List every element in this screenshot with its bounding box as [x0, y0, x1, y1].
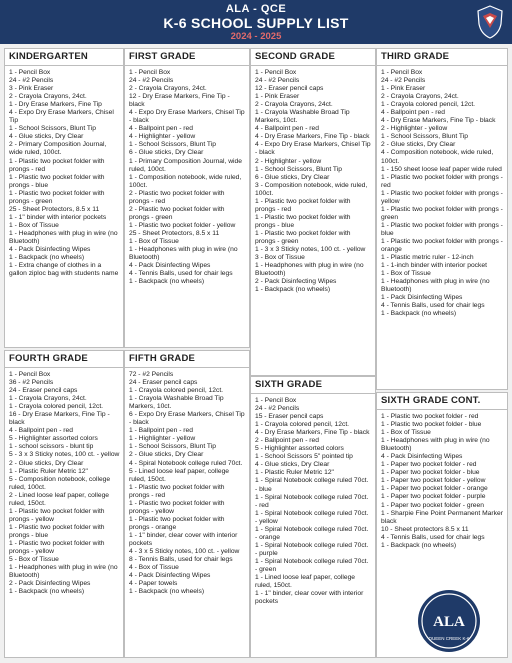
supply-list: [5, 66, 123, 278]
shield-crest-icon: [475, 4, 505, 40]
list-item: 1 - Primary Composition Journal, wide ruled, 100ct.: [129, 157, 242, 173]
list-item: 1 - Backpack (no wheels): [381, 310, 457, 318]
list-item: 4 - Pack Disinfecting Wipes: [381, 453, 463, 461]
list-item: 2 - Crayola Crayons, 24ct.: [9, 93, 87, 101]
list-item: 1 - Sharpie Fine Point Permanent Marker black: [381, 509, 503, 525]
list-item: 1 - Crayola colored pencil, 12ct.: [381, 101, 476, 109]
list-item: 1 - Paper two pocket folder - blue: [381, 469, 480, 477]
list-item: 1 - Extra change of clothes in a gallon ziploc bag with students name: [9, 262, 119, 278]
list-item: 1 - Paper two pocket folder - green: [381, 501, 484, 509]
list-item: 1 - Ballpoint pen - red: [129, 427, 193, 435]
list-item: 1 - Crayola colored pencil, 12ct.: [255, 421, 350, 429]
list-item: 1 - Spiral Notebook college ruled 70ct. - yellow: [255, 509, 369, 525]
list-item: 1 - Spiral Notebook college ruled 70ct. - green: [255, 557, 369, 573]
seal-text: ALA: [433, 614, 465, 630]
third-grade-section: [376, 48, 508, 390]
list-item: 4 - Spiral Notebook college ruled 70ct.: [129, 459, 243, 467]
list-item: 4 - Pack Disinfecting Wipes: [129, 572, 211, 580]
list-item: 4 - Dry Erase Markers, Fine Tip - black: [255, 429, 370, 437]
list-item: 1 - Pencil Box: [9, 371, 51, 378]
list-item: 1 - Pink Eraser: [381, 85, 426, 93]
list-item: 1 - Backpack (no wheels): [255, 286, 331, 294]
list-item: 1 - Box of Tissue: [9, 221, 59, 229]
section-title: FOURTH GRADE: [5, 351, 123, 368]
list-item: 4 - Ballpoint pen - red: [255, 125, 319, 133]
list-item: 1 - Headphones with plug in wire (no Bluetooth): [381, 278, 490, 294]
list-item: 2 - Pack Disinfecting Wipes: [9, 580, 91, 588]
list-item: 1 - Plastic two pocket folder with prongs - red: [381, 173, 503, 189]
list-item: 15 - Eraser pencil caps: [255, 413, 324, 421]
list-item: 4 - Dry Erase Markers, Fine Tip - black: [381, 117, 496, 125]
list-item: 4 - Paper towels: [129, 580, 178, 588]
list-item: 1 - Plastic two pocket folder - blue: [381, 421, 482, 429]
list-item: 2 - Ballpoint pen - red: [255, 437, 319, 445]
list-item: 2 - Crayola Crayons, 24ct.: [255, 101, 333, 109]
section-title: THIRD GRADE: [377, 49, 507, 66]
list-item: 1 - Plastic two pocket folder with prongs - yellow: [381, 189, 503, 205]
list-item: 2 - Plastic two pocket folder with prongs - red: [129, 189, 225, 205]
list-item: 1 - Paper two pocket folder - purple: [381, 493, 486, 501]
list-item: 1 - 1-inch binder with interior pocket: [381, 262, 487, 270]
list-item: 12 - Dry Erase Markers, Fine Tip - black: [129, 93, 230, 109]
list-item: 1 - School Scissors, Blunt Tip: [9, 125, 96, 133]
list-item: 1 - 1" binder, clear cover with interior pockets: [255, 590, 364, 606]
list-item: 1 - 3 x 3 Sticky notes, 100 ct. - yellow: [255, 246, 366, 254]
list-item: 1 - Backpack (no wheels): [381, 541, 457, 549]
supply-list: [125, 368, 249, 596]
list-item: 2 - Plastic two pocket folder with prongs - green: [129, 205, 225, 221]
list-item: 1 - Plastic two pocket folder with prongs - orange: [129, 515, 225, 531]
first-grade-section: [124, 48, 250, 348]
list-item: 1 - Pencil Box: [255, 397, 297, 404]
list-item: 4 - Dry Erase Markers, Fine Tip - black: [255, 133, 370, 141]
list-item: 2 - Highlighter - yellow: [255, 157, 322, 165]
list-item: 2 - Highlighter - yellow: [381, 125, 448, 133]
list-item: 24 - Eraser pencil caps: [9, 387, 78, 395]
list-item: 4 - Highlighter - yellow: [129, 133, 196, 141]
list-item: 1 - Pencil Box: [9, 69, 51, 76]
list-item: 1 - Plastic two pocket folder with prongs - red: [9, 157, 105, 173]
list-item: 2 - Pack Disinfecting Wipes: [255, 278, 337, 286]
list-item: 2 - Lined loose leaf paper, college ruled, 150ct.: [9, 491, 110, 507]
list-item: 1 - Plastic Ruler Metric 12": [255, 469, 334, 477]
list-item: 4 - Expo Dry Erase Markers, Chisel Tip - black: [255, 141, 371, 157]
list-item: 72 - #2 Pencils: [129, 371, 174, 378]
list-item: 24 - #2 Pencils: [255, 405, 300, 413]
list-item: 1 - School Scissors, Blunt Tip: [255, 165, 342, 173]
list-item: 16 - Dry Erase Markers, Fine Tip - black: [9, 411, 110, 427]
seal-subtext: QUEEN CREEK K-6: [428, 636, 470, 641]
list-item: 1 - Composition notebook, wide ruled, 100ct.: [129, 173, 242, 189]
list-item: 2 - Primary Composition Journal, wide ruled, 100ct.: [9, 141, 107, 157]
list-item: 3 - Box of Tissue: [255, 254, 305, 262]
list-item: 1 - Pink Eraser: [255, 93, 300, 101]
list-item: 5 - Box of Tissue: [9, 556, 59, 564]
fifth-grade-section: [124, 350, 250, 658]
list-item: 1 - Pencil Box: [129, 69, 171, 76]
list-item: 4 - Ballpoint pen - red: [9, 427, 73, 435]
list-item: 1 - Headphones with plug in wire (no Bluetooth): [9, 229, 118, 245]
list-item: 25 - Sheet Protectors, 8.5 x 11: [9, 205, 100, 213]
list-item: 24 - #2 Pencils: [255, 77, 300, 85]
school-name: ALA - QCE: [225, 3, 287, 15]
list-item: 1 - Lined loose leaf paper, college ruled, 150ct.: [255, 574, 356, 590]
sixth-grade-section: [250, 376, 376, 658]
list-item: 1 - Headphones with plug in wire (no Bluetooth): [129, 246, 238, 262]
list-item: 24 - #2 Pencils: [381, 77, 426, 85]
list-item: 1 - School Scissors, Blunt Tip: [129, 141, 216, 149]
list-item: 6 - Glue sticks, Dry Clear: [255, 173, 330, 181]
list-item: 1 - 1" binder, clear cover with interior pockets: [129, 531, 238, 547]
list-item: 3 - Pink Eraser: [9, 85, 54, 93]
list-item: 1 - Plastic two pocket folder with prongs - blue: [9, 173, 105, 189]
list-item: 2 - Glue sticks, Dry Clear: [9, 459, 84, 467]
list-item: 1 - 150 sheet loose leaf paper wide ruled: [381, 165, 502, 173]
list-item: 4 - Expo Dry Erase Markers, Chisel Tip: [9, 109, 114, 125]
list-item: 1 - Plastic two pocket folder with prongs - yellow: [9, 507, 105, 523]
list-item: 1 - Paper two pocket folder - red: [381, 461, 477, 469]
list-item: 1 - Pack Disinfecting Wipes: [381, 294, 463, 302]
list-item: 5 - Highlighter assorted colors: [255, 445, 344, 453]
list-item: 2 - Glue sticks, Dry Clear: [129, 451, 204, 459]
list-item: 1 - Crayola colored pencil, 12ct.: [129, 387, 224, 395]
section-title: FIFTH GRADE: [125, 351, 249, 368]
list-item: 8 - Tennis Balls, used for chair legs: [129, 556, 233, 564]
list-item: 2 - Glue sticks, Dry Clear: [381, 141, 456, 149]
supply-list: [251, 394, 375, 606]
list-item: 1 - Spiral Notebook college ruled 70ct. - orange: [255, 525, 369, 541]
list-item: 4 - Composition notebook, wide ruled, 100ct.: [381, 149, 494, 165]
list-item: 2 - Crayola Crayons, 24ct.: [129, 85, 207, 93]
list-item: 4 - Glue sticks, Dry Clear: [255, 461, 330, 469]
list-item: 1 - Headphones with plug in wire (no Bluetooth): [9, 564, 118, 580]
list-item: 4 - Pack Disinfecting Wipes: [129, 262, 211, 270]
list-item: 4 - Box of Tissue: [129, 564, 179, 572]
list-item: 1 - Plastic two pocket folder with prongs - green: [9, 189, 105, 205]
list-item: 25 - Sheet Protectors, 8.5 x 11: [129, 229, 220, 237]
list-item: 1 - Crayola Crayons, 24ct.: [9, 395, 87, 403]
list-item: 4 - Tennis Balls, used for chair legs: [381, 533, 485, 541]
list-item: 1 - Paper two pocket folder - yellow: [381, 477, 486, 485]
list-item: 24 - Eraser pencil caps: [129, 379, 198, 387]
list-item: 1 - Backpack (no wheels): [129, 278, 205, 286]
list-item: 1 - Plastic two pocket folder with prongs - green: [255, 229, 351, 245]
supply-list: [377, 410, 507, 550]
list-item: 1 - Headphones with plug in wire (no Bluetooth): [381, 437, 490, 453]
list-item: 24 - #2 Pencils: [9, 77, 54, 85]
list-item: 4 - 3 x 5 Sticky notes, 100 ct. - yellow: [129, 548, 240, 556]
list-item: 1 - Headphones with plug in wire (no Bluetooth): [255, 262, 364, 278]
list-item: 1 - Plastic two pocket folder with prongs - blue: [9, 523, 105, 539]
list-item: 1 - School Scissors 5" pointed tip: [255, 453, 353, 461]
page-title: K-6 SCHOOL SUPPLY LIST: [163, 15, 349, 31]
list-item: 1 - School Scissors, Blunt Tip: [129, 443, 216, 451]
list-item: 1 - Box of Tissue: [129, 237, 179, 245]
list-item: 1 - Plastic Ruler Metric 12": [9, 467, 88, 475]
list-item: 1 - Paper two pocket folder - orange: [381, 485, 488, 493]
list-item: 1 - Spiral Notebook college ruled 70ct. - red: [255, 493, 369, 509]
list-item: 12 - Eraser pencil caps: [255, 85, 324, 93]
list-item: 1 - Plastic two pocket folder with prongs - blue: [381, 221, 503, 237]
list-item: 1 - Spiral Notebook college ruled 70ct. - blue: [255, 477, 369, 493]
kindergarten-section: [4, 48, 124, 348]
supply-list: [125, 66, 249, 286]
list-item: 1 - Box of Tissue: [381, 429, 431, 437]
list-item: 1 - Plastic two pocket folder with prongs - green: [381, 205, 503, 221]
list-item: 1 - School Scissors, Blunt Tip: [381, 133, 468, 141]
list-item: 4 - Ballpoint pen - red: [381, 109, 445, 117]
list-item: 1 - Backpack (no wheels): [9, 588, 85, 596]
list-item: 10 - Sheet protectors 8.5 x 11: [381, 525, 469, 533]
list-item: 1 - Backpack (no wheels): [9, 254, 85, 262]
list-item: 1 - Plastic two pocket folder - yellow: [129, 221, 236, 229]
list-item: 4 - Tennis Balls, used for chair legs: [129, 270, 233, 278]
list-item: 2 - Crayola Crayons, 24ct.: [381, 93, 459, 101]
list-item: 4 - Ballpoint pen - red: [129, 125, 193, 133]
list-item: 36 - #2 Pencils: [9, 379, 54, 387]
list-item: 1 - Plastic two pocket folder - red: [381, 413, 479, 420]
list-item: 6 - Glue sticks, Dry Clear: [129, 149, 204, 157]
page-header: [0, 0, 512, 44]
list-item: 1 - Backpack (no wheels): [129, 588, 205, 596]
school-seal-logo: [416, 588, 482, 654]
list-item: 1 - Plastic two pocket folder with prongs - red: [255, 197, 351, 213]
list-item: 4 - Pack Disinfecting Wipes: [9, 246, 91, 254]
section-title: SIXTH GRADE CONT.: [377, 393, 507, 410]
list-item: 1 - Crayola Washable Broad Tip Markers, 10ct.: [129, 395, 224, 411]
list-item: 1 - Highlighter - yellow: [129, 435, 196, 443]
list-item: 1 - Crayola Washable Broad Tip Markers, 10ct.: [255, 109, 350, 125]
section-title: FIRST GRADE: [125, 49, 249, 66]
section-title: SECOND GRADE: [251, 49, 375, 66]
school-year: 2024 - 2025: [230, 31, 282, 42]
list-item: 5 - Composition notebook, college ruled, 100ct.: [9, 475, 111, 491]
list-item: 6 - Expo Dry Erase Markers, Chisel Tip - black: [129, 411, 245, 427]
second-grade-section: [250, 48, 376, 376]
list-item: 3 - Composition notebook, wide ruled, 100ct.: [255, 181, 368, 197]
supply-list: [377, 66, 507, 318]
section-title: KINDERGARTEN: [5, 49, 123, 66]
list-item: 1 - school scissors - blunt tip: [9, 443, 94, 451]
list-item: 1 - Pencil Box: [255, 69, 297, 76]
list-item: 5 - 3 x 3 Sticky notes, 100 ct. - yellow: [9, 451, 120, 459]
list-item: 1 - Box of Tissue: [381, 270, 431, 278]
list-item: 1 - Spiral Notebook college ruled 70ct. - purple: [255, 541, 369, 557]
list-item: 1 - Pencil Box: [381, 69, 423, 76]
list-item: 5 - Lined loose leaf paper, college ruled, 150ct.: [129, 467, 230, 483]
list-item: 4 - Glue sticks, Dry Clear: [9, 133, 84, 141]
list-item: 1 - 1" binder with interior pockets: [9, 213, 107, 221]
list-item: 1 - Plastic metric ruler - 12-inch: [381, 254, 474, 262]
list-item: 1 - Plastic two pocket folder with prongs - yellow: [9, 539, 105, 556]
section-title: SIXTH GRADE: [251, 377, 375, 394]
fourth-grade-section: [4, 350, 124, 658]
list-item: 1 - Plastic two pocket folder with prongs - orange: [381, 237, 503, 254]
supply-list: [251, 66, 375, 294]
list-item: 4 - Tennis Balls, used for chair legs: [381, 302, 485, 310]
list-item: 1 - Dry Erase Markers, Fine Tip: [9, 101, 102, 109]
list-item: 5 - Highlighter assorted colors: [9, 435, 98, 443]
list-item: 1 - Plastic two pocket folder with prongs - blue: [255, 213, 351, 229]
supply-list: [5, 368, 123, 596]
list-item: 4 - Expo Dry Erase Markers, Chisel Tip - black: [129, 109, 245, 125]
list-item: 1 - Plastic two pocket folder with prongs - red: [129, 483, 225, 499]
list-item: 1 - Crayola colored pencil, 12ct.: [9, 403, 104, 411]
list-item: 1 - Plastic two pocket folder with prongs - yellow: [129, 499, 225, 515]
list-item: 24 - #2 Pencils: [129, 77, 174, 85]
